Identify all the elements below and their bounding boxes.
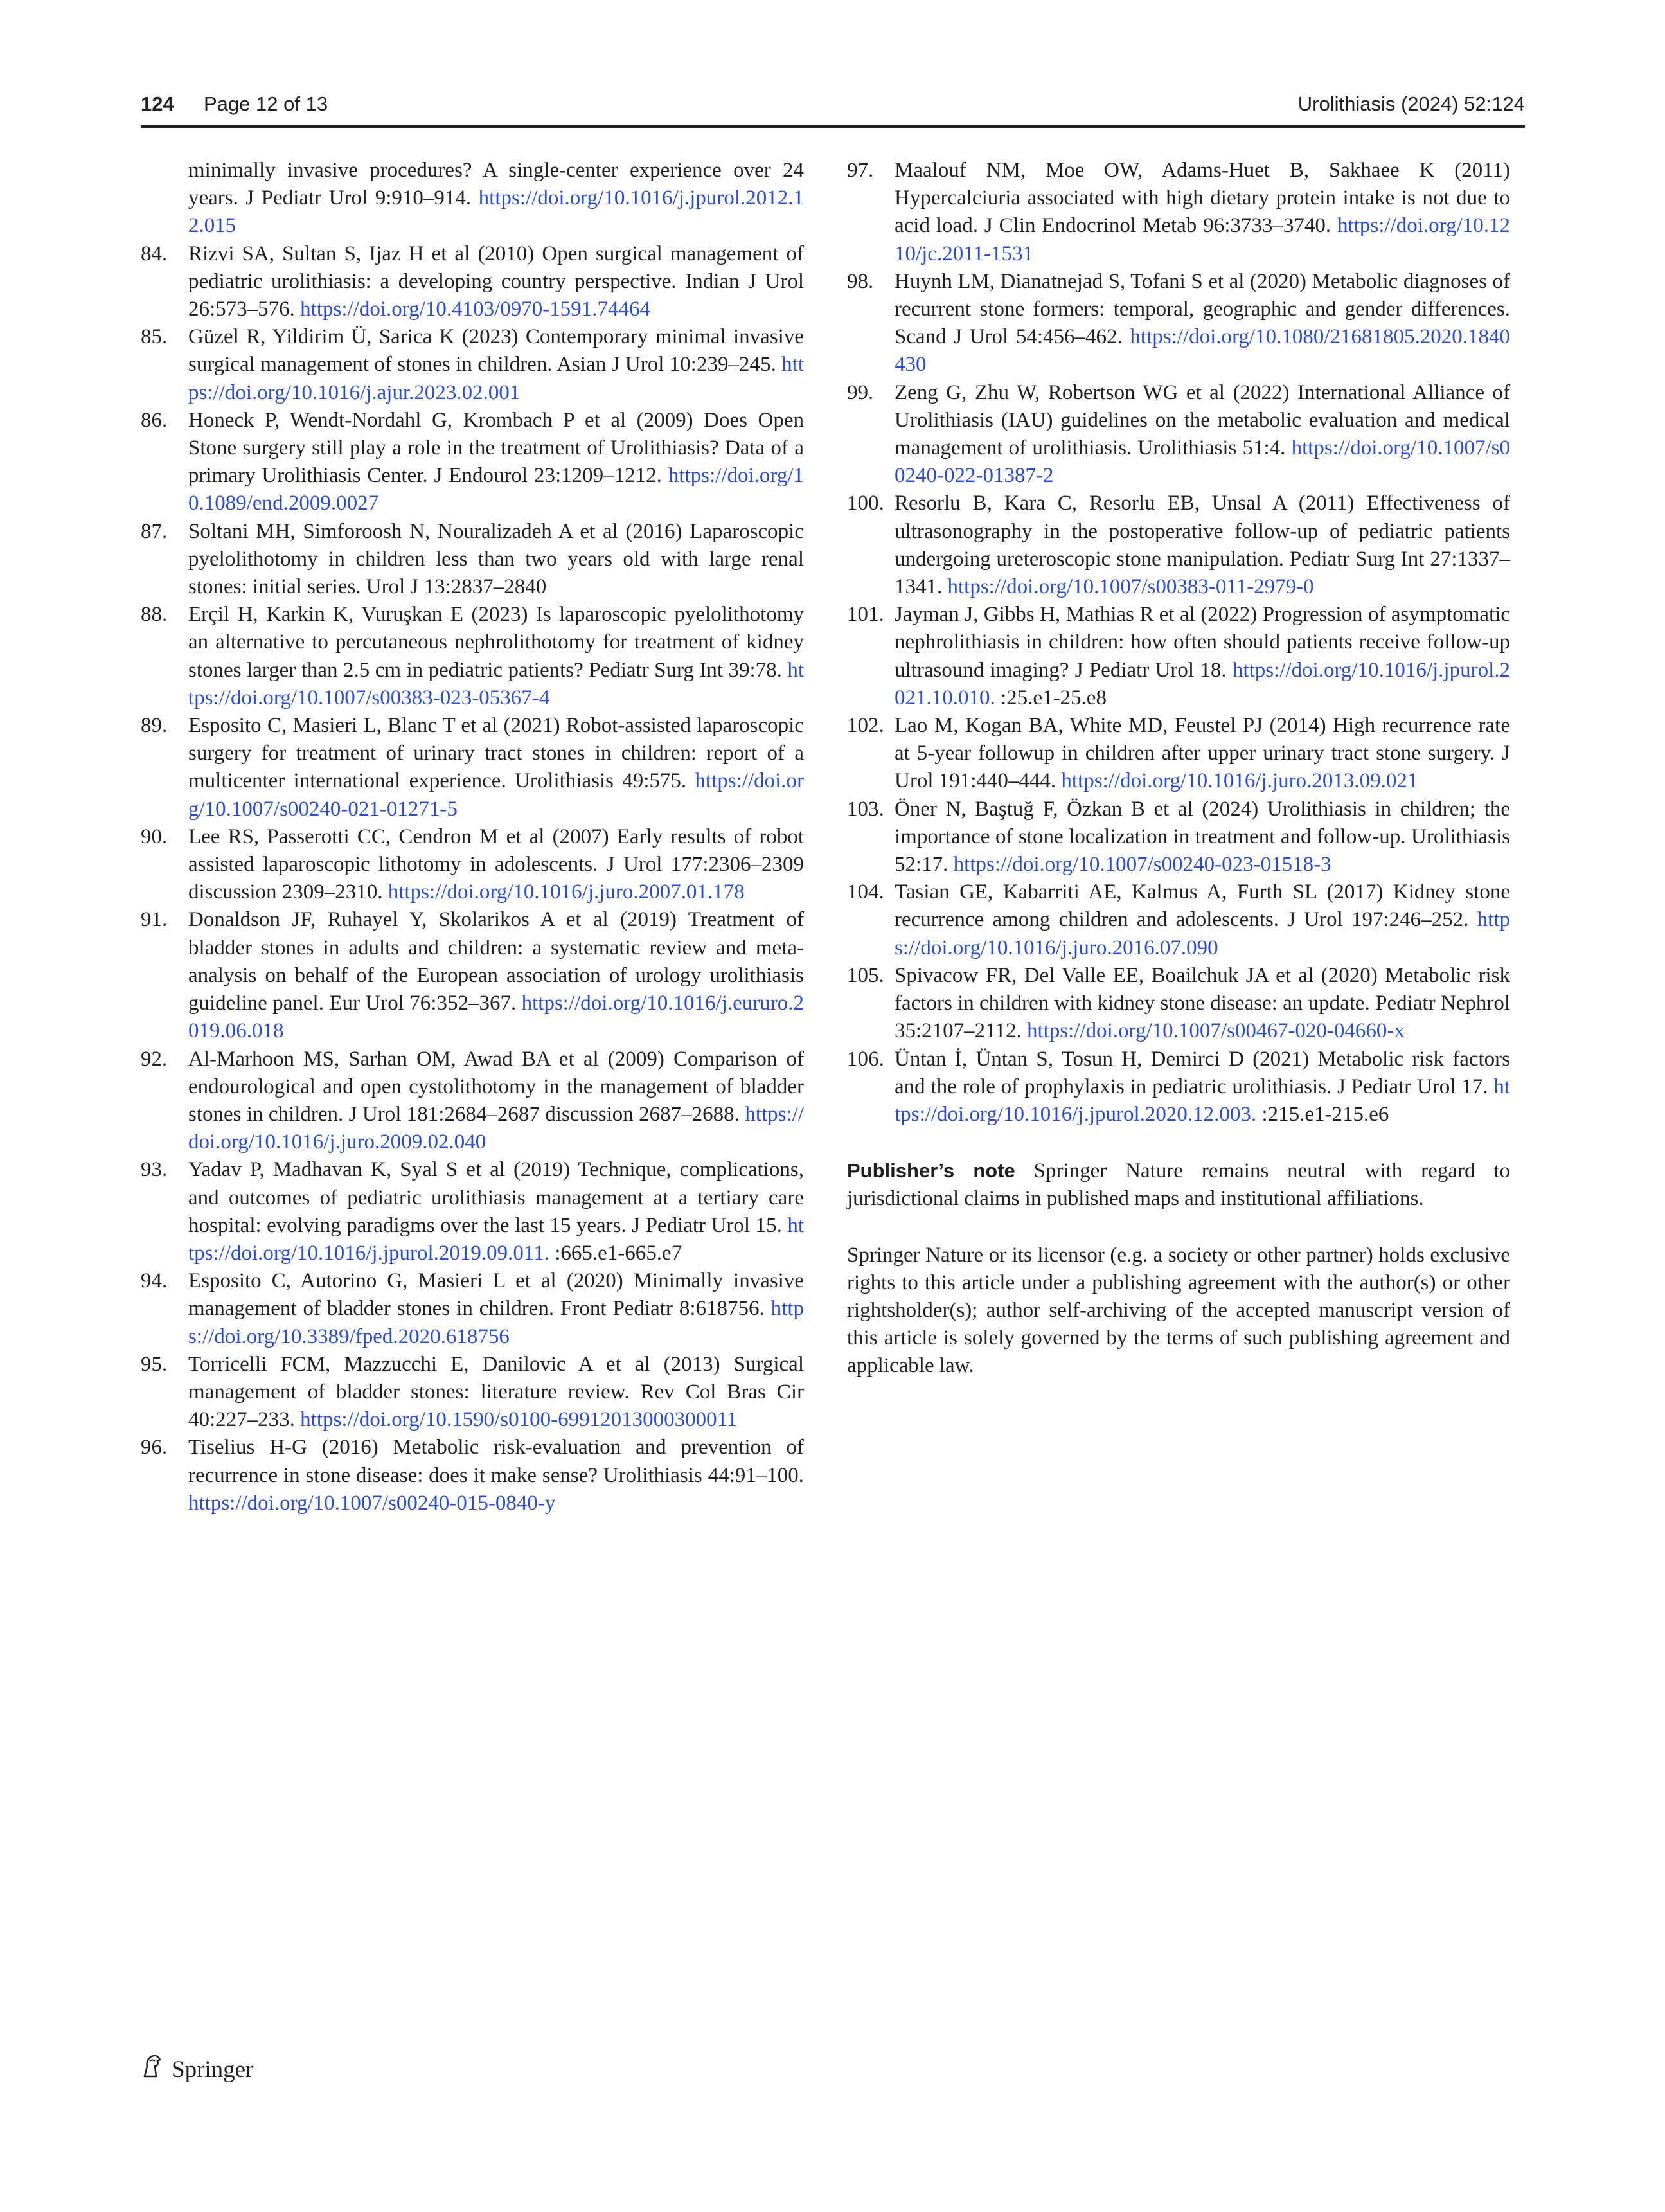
reference-text: Donaldson JF, Ruhayel Y, Skolarikos A et al (2019) Treatment of bladder stones in adults and children: a systematic review and meta-analysis on behalf of the European association of urology urolithiasis guideline panel. Eur Urol 76:352–367. [188,908,804,1015]
reference-body [895,1046,1510,1129]
reference-body [895,601,1510,712]
reference-item [141,1156,804,1267]
doi-link[interactable]: https://doi.org/10.1016/j.ajur.2023.02.001 [188,353,804,404]
reference-text: Rizvi SA, Sultan S, Ijaz H et al (2010) Open surgical management of pediatric urolithiasis: a developing country perspective. Indian J Urol 26:573–576. [188,242,804,321]
reference-item [847,962,1510,1046]
reference-body [188,323,804,407]
doi-link[interactable]: https://doi.org/10.1016/j.juro.2016.07.090 [895,908,1510,959]
reference-body [188,157,804,240]
reference-body [188,1351,804,1434]
reference-item [141,1434,804,1517]
reference-number: 94. [141,1269,168,1293]
reference-item [141,712,804,823]
reference-item [141,1267,804,1351]
reference-text: Öner N, Baştuğ F, Özkan B et al (2024) Urolithiasis in children; the importance of stone localization in treatment and follow-up. Urolithiasis 52:17. [895,797,1510,877]
reference-number: 92. [141,1047,168,1071]
reference-pages: :25.e1-25.e8 [995,686,1107,709]
reference-text: Lee RS, Passerotti CC, Cendron M et al (2007) Early results of robot assisted laparoscopic lithotomy in adolescents. J Urol 177:2306–2309 discussion 2309–2310. [188,825,804,904]
doi-link[interactable]: https://doi.org/10.1080/21681805.2020.1840430 [895,325,1510,377]
reference-item [847,796,1510,879]
doi-link[interactable]: https://doi.org/10.4103/0970-1591.74464 [300,298,650,321]
reference-item [847,879,1510,962]
reference-body [188,823,804,907]
doi-link[interactable]: https://doi.org/10.1016/j.juro.2007.01.178 [387,880,745,904]
reference-body [188,1267,804,1351]
reference-text: Esposito C, Masieri L, Blanc T et al (2021) Robot-assisted laparoscopic surgery for treatment of urinary tract stones in children: report of a multicenter international experience. Urolithiasis 49:575. [188,714,804,793]
reference-number: 97. [847,159,874,182]
reference-item [847,157,1510,268]
reference-text: Jayman J, Gibbs H, Mathias R et al (2022) Progression of asymptomatic nephrolithiasis in children: how often should patients receive follow-up ultrasound imaging? J Pediatr Urol 18. [895,603,1510,682]
reference-item [141,601,804,712]
reference-body [188,240,804,324]
reference-body [188,601,804,712]
reference-text: Lao M, Kogan BA, White MD, Feustel PJ (2014) High recurrence rate at 5-year followup in children after upper urinary tract stone surgery. J Urol 191:440–444. [895,714,1510,793]
reference-body [188,1046,804,1157]
reference-text: Zeng G, Zhu W, Robertson WG et al (2022) International Alliance of Urolithiasis (IAU) guidelines on the metabolic evaluation and medical management of urolithiasis. Urolithiasis 51:4. [895,380,1510,460]
doi-link[interactable]: https://doi.org/10.1590/s0100-69912013000300011 [300,1408,738,1432]
reference-item [847,712,1510,796]
reference-text: minimally invasive procedures? A single-center experience over 24 years. J Pediatr Urol 9:910–914. [188,159,804,210]
reference-item [141,240,804,324]
reference-body [188,712,804,823]
page-info: Page 12 of 13 [204,93,328,115]
doi-link[interactable]: https://doi.org/10.1007/s00240-022-01387-2 [895,436,1510,488]
reference-pages: :215.e1-215.e6 [1256,1102,1389,1126]
reference-item [141,906,804,1045]
reference-number: 105. [847,963,884,987]
reference-item [141,518,804,602]
reference-body [895,712,1510,796]
reference-number: 100. [847,492,884,515]
doi-link[interactable]: https://doi.org/10.1016/j.juro.2009.02.040 [188,1102,804,1154]
left-column [141,157,804,1517]
reference-body [895,490,1510,601]
reference-text: Yadav P, Madhavan K, Syal S et al (2019) Technique, complications, and outcomes of pediatric urolithiasis management at a tertiary care hospital: evolving paradigms over the last 15 years. J Pediatr Urol 15. [188,1158,804,1237]
reference-number: 91. [141,908,168,932]
doi-link[interactable]: https://doi.org/10.1016/j.jpurol.2012.12.015 [188,186,804,238]
reference-body [188,906,804,1045]
reference-text: Üntan İ, Üntan S, Tosun H, Demirci D (2021) Metabolic risk factors and the role of prophylaxis in pediatric urolithiasis. J Pediatr Urol 17. [895,1047,1510,1098]
reference-text: Maalouf NM, Moe OW, Adams-Huet B, Sakhaee K (2011) Hypercalciuria associated with high dietary protein intake is not due to acid load. J Clin Endocrinol Metab 96:3733–3740. [895,159,1510,238]
page-header [141,89,1525,122]
publisher-note [847,1157,1510,1213]
reference-body [188,407,804,518]
reference-item [847,1046,1510,1129]
doi-link[interactable]: https://doi.org/10.3389/fped.2020.618756 [188,1297,804,1348]
publisher-note-label: Publisher’s note [847,1159,1015,1182]
reference-number: 104. [847,880,884,904]
reference-item [847,268,1510,379]
reference-body [895,157,1510,268]
reference-number: 101. [847,603,884,627]
journal-citation: Urolithiasis (2024) 52:124 [1297,93,1525,115]
doi-link[interactable]: https://doi.org/10.1007/s00240-015-0840-y [188,1491,556,1515]
rights-statement: Springer Nature or its licensor (e.g. a society or other partner) holds exclusive rights to this article under a publishing agreement with the author(s) or other rightsholder(s); author self-archiving of the accepted manuscript version of this article is solely governed by the terms of such publishing agreement and applicable law. [847,1243,1510,1378]
publisher-note-text: Springer Nature remains neutral with regard to jurisdictional claims in published maps and institutional affiliations. [847,1159,1510,1211]
reference-body [188,518,804,602]
reference-number: 96. [141,1436,168,1459]
doi-link[interactable]: https://doi.org/10.1089/end.2009.0027 [188,464,804,515]
reference-text: Honeck P, Wendt-Nordahl G, Krombach P et al (2009) Does Open Stone surgery still play a role in the treatment of Urolithiasis? Data of a primary Urolithiasis Center. J Endourol 23:1209–1212. [188,408,804,488]
reference-number: 89. [141,714,168,738]
reference-body [188,1156,804,1267]
reference-item [141,407,804,518]
publisher-name: Springer [172,2056,254,2083]
page-footer [141,2053,253,2085]
reference-text: Soltani MH, Simforoosh N, Nouralizadeh A et al (2016) Laparoscopic pyelolithotomy in children less than two years old with large renal stones: initial series. Urol J 13:2837–2840 [188,519,804,599]
doi-link[interactable]: https://doi.org/10.1016/j.eururo.2019.06.018 [188,992,804,1043]
reference-number: 88. [141,603,168,627]
reference-text: Tasian GE, Kabarriti AE, Kalmus A, Furth SL (2017) Kidney stone recurrence among children and adolescents. J Urol 197:246–252. [895,880,1510,932]
doi-link[interactable]: https://doi.org/10.1007/s00240-021-01271-5 [188,769,804,821]
reference-text: Spivacow FR, Del Valle EE, Boailchuk JA et al (2020) Metabolic risk factors in children with kidney stone disease: an update. Pediatr Nephrol 35:2107–2112. [895,963,1510,1043]
doi-link[interactable]: https://doi.org/10.1016/j.juro.2013.09.021 [1061,769,1418,793]
reference-number: 103. [847,797,884,821]
reference-number: 84. [141,242,168,265]
reference-text: Resorlu B, Kara C, Resorlu EB, Unsal A (2011) Effectiveness of ultrasonography in the postoperative follow-up of pediatric patients undergoing ureteroscopic stone manipulation. Pediatr Surg Int 27:1337–1341. [895,492,1510,599]
reference-item [141,1046,804,1157]
header-rule [141,125,1525,128]
right-column [847,157,1510,1380]
doi-link[interactable]: https://doi.org/10.1007/s00383-011-2979-0 [947,575,1314,599]
doi-link[interactable]: https://doi.org/10.1007/s00240-023-01518-3 [953,853,1331,877]
reference-number: 102. [847,714,884,738]
reference-text: Esposito C, Autorino G, Masieri L et al (2020) Minimally invasive management of bladder stones in children. Front Pediatr 8:618756. [188,1269,804,1321]
reference-item [847,601,1510,712]
reference-number: 90. [141,825,168,848]
doi-link[interactable]: https://doi.org/10.1016/j.jpurol.2020.12.003. [895,1075,1510,1126]
reference-text: Torricelli FCM, Mazzucchi E, Danilovic A et al (2013) Surgical management of bladder stones: literature review. Rev Col Bras Cir 40:227–233. [188,1352,804,1432]
reference-text: Tiselius H-G (2016) Metabolic risk-evaluation and prevention of recurrence in stone disease: does it make sense? Urolithiasis 44:91–100. [188,1436,804,1487]
reference-body [188,1434,804,1517]
reference-item [141,323,804,407]
reference-text: Erçil H, Karkin K, Vuruşkan E (2023) Is laparoscopic pyelolithotomy an alternative to percutaneous nephrolithotomy for treatment of kidney stones larger than 2.5 cm in pediatric patients? Pediatr Surg Int 39:78. [188,603,804,682]
doi-link[interactable]: https://doi.org/10.1016/j.jpurol.2021.10.010. [895,658,1510,709]
reference-number: 106. [847,1047,884,1071]
doi-link[interactable]: https://doi.org/10.1210/jc.2011-1531 [895,214,1510,265]
doi-link[interactable]: https://doi.org/10.1016/j.jpurol.2019.09.011. [188,1213,804,1265]
doi-link[interactable]: https://doi.org/10.1007/s00383-023-05367-4 [188,658,804,709]
reference-body [895,379,1510,490]
reference-body [895,962,1510,1046]
reference-text: Al-Marhoon MS, Sarhan OM, Awad BA et al (2009) Comparison of endourological and open cystolithotomy in the management of bladder stones in children. J Urol 181:2684–2687 discussion 2687–2688. [188,1047,804,1126]
reference-number: 86. [141,408,168,432]
reference-text: Huynh LM, Dianatnejad S, Tofani S et al (2020) Metabolic diagnoses of recurrent stone formers: temporal, geographic and gender differences. Scand J Urol 54:456–462. [895,269,1510,349]
reference-item [141,157,804,240]
springer-horse-icon [141,2053,164,2085]
reference-item [141,1351,804,1434]
reference-item [141,823,804,907]
reference-item [847,490,1510,601]
reference-item [847,379,1510,490]
reference-pages: :665.e1-665.e7 [549,1241,682,1265]
reference-number: 85. [141,325,168,349]
reference-number: 99. [847,380,874,404]
reference-body [895,268,1510,379]
page-number: 124 [141,93,174,115]
reference-list-right [847,157,1510,1128]
reference-number: 98. [847,269,874,293]
reference-number: 93. [141,1158,168,1182]
doi-link[interactable]: https://doi.org/10.1007/s00467-020-04660-x [1026,1019,1405,1043]
reference-number: 95. [141,1352,168,1376]
reference-body [895,796,1510,879]
reference-text: Güzel R, Yildirim Ü, Sarica K (2023) Contemporary minimal invasive surgical management of stones in children. Asian J Urol 10:239–245. [188,325,804,377]
reference-body [895,879,1510,962]
reference-number: 87. [141,519,168,543]
